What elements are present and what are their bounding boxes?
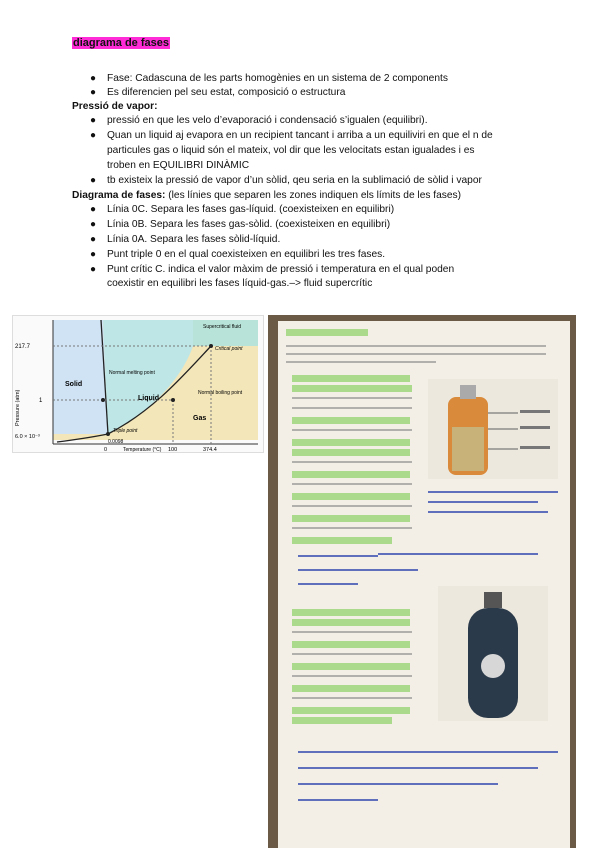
- melting-point-dot: [101, 398, 105, 402]
- bullet-text: particules gas o liquid són el mateix, vol dir que les velocitats estan igualades i es: [107, 145, 475, 156]
- pen-note: [298, 799, 378, 801]
- critical-point-dot: [209, 344, 213, 348]
- highlight-mark: [292, 619, 410, 626]
- document-title: diagrama de fases: [73, 37, 169, 49]
- highlight-mark: [292, 417, 410, 424]
- boiling-point-dot: [171, 398, 175, 402]
- text-line: [292, 631, 412, 633]
- highlight-mark: [292, 641, 410, 648]
- bullet-text: Punt triple 0 en el qual coexisteixen en equilibri les tres fases.: [107, 249, 386, 260]
- bullet-icon: ●: [90, 73, 97, 84]
- bullet-text: Línia 0A. Separa les fases sòlid-líquid.: [107, 234, 281, 245]
- highlight-mark: [292, 439, 410, 446]
- text-line: [292, 483, 412, 485]
- bullet-text: Quan un liquid aj evapora en un recipient tancant i arriba a un equiliviri en que el n de: [107, 130, 493, 141]
- highlight-mark: [292, 663, 410, 670]
- section-heading: Diagrama de fases:: [72, 190, 166, 201]
- liquid-label: Liquid: [138, 395, 159, 402]
- text-line: [292, 527, 412, 529]
- bullet-icon: ●: [90, 130, 97, 141]
- pen-note: [428, 501, 538, 503]
- butane-bottle-image: [428, 379, 558, 479]
- phase-diagram-svg: [13, 316, 263, 452]
- bullet-text: troben en EQUILIBRI DINÀMIC: [107, 160, 250, 171]
- bullet-text: Punt crític C. indica el valor màxim de pressió i temperatura en el qual poden: [107, 264, 455, 275]
- x-axis-label: Temperature (°C): [123, 447, 162, 452]
- ytick-triple: 6.0 × 10⁻³: [15, 434, 40, 440]
- text-line: [286, 361, 436, 363]
- highlight-mark: [292, 471, 410, 478]
- pen-note: [298, 783, 498, 785]
- y-axis-label: Pressure (atm): [15, 389, 21, 426]
- highlight-mark: [286, 329, 368, 336]
- bullet-text: Línia 0C. Separa les fases gas-líquid. (coexisteixen en equilibri): [107, 204, 395, 215]
- gas-cylinder-image: [438, 586, 548, 721]
- section-heading-line: [72, 189, 461, 202]
- critical-point-label: Critical point: [215, 346, 243, 352]
- section-heading-note: (les línies que separen les zones indiquen els límits de les fases): [165, 190, 462, 201]
- highlight-mark: [292, 449, 410, 456]
- pen-note: [298, 583, 358, 585]
- text-line: [292, 397, 412, 399]
- bullet-icon: ●: [90, 115, 97, 126]
- text-line: [292, 675, 412, 677]
- melting-point-label: Normal melting point: [109, 370, 155, 376]
- xtick-100: 100: [168, 447, 178, 452]
- bullet-icon: ●: [90, 87, 97, 98]
- text-line: [292, 697, 412, 699]
- pen-note: [428, 491, 558, 493]
- highlight-mark: [292, 493, 410, 500]
- highlight-mark: [292, 707, 410, 714]
- solid-label: Solid: [65, 381, 83, 388]
- pen-note: [298, 751, 558, 753]
- highlight-mark: [292, 717, 392, 724]
- bullet-icon: ●: [90, 175, 97, 186]
- highlight-mark: [292, 537, 392, 544]
- bullet-text: pressió en que les velo d’evaporació i condensació s’igualen (equilibri).: [107, 115, 428, 126]
- bullet-text: tb existeix la pressió de vapor d’un sòlid, qeu seria en la sublimació de sòlid i vapor: [107, 175, 482, 186]
- text-line: [292, 461, 412, 463]
- text-line: [292, 407, 412, 409]
- solid-region: [53, 320, 108, 434]
- xtick-374: 374.4: [203, 447, 217, 452]
- highlight-mark: [292, 515, 410, 522]
- text-line: [292, 429, 412, 431]
- bullet-icon: ●: [90, 249, 97, 260]
- text-line: [292, 653, 412, 655]
- text-line: [286, 353, 546, 355]
- section-heading: Pressió de vapor:: [72, 101, 158, 112]
- highlight-mark: [292, 685, 410, 692]
- ytick-one: 1: [39, 398, 43, 404]
- gas-label: Gas: [193, 415, 207, 422]
- pen-note: [298, 555, 378, 557]
- bullet-text: Es diferencien pel seu estat, composició o estructura: [107, 87, 346, 98]
- highlight-mark: [292, 385, 412, 392]
- highlight-mark: [292, 375, 410, 382]
- text-line: [292, 505, 412, 507]
- pen-note: [378, 553, 538, 555]
- notes-sheet: [278, 321, 570, 848]
- triple-point-label: Triple point: [113, 428, 138, 434]
- bullet-text: coexistir en equilibri les fases líquid-gas.–> fluid supercrític: [107, 278, 373, 289]
- highlight-mark: [292, 609, 410, 616]
- xtick-triple: 0.0098: [108, 439, 124, 445]
- phase-diagram-figure: [12, 315, 264, 453]
- pen-note: [428, 511, 548, 513]
- pen-note: [298, 767, 538, 769]
- bullet-text: Línia 0B. Separa les fases gas-sòlid. (coexisteixen en equilibri): [107, 219, 391, 230]
- triple-point-dot: [106, 432, 110, 436]
- boiling-point-label: Normal boiling point: [198, 390, 243, 396]
- pen-note: [298, 569, 418, 571]
- text-line: [286, 345, 546, 347]
- xtick-zero: 0: [104, 447, 108, 452]
- ytick-critical: 217.7: [15, 344, 31, 350]
- bullet-icon: ●: [90, 204, 97, 215]
- bullet-icon: ●: [90, 234, 97, 245]
- bullet-icon: ●: [90, 219, 97, 230]
- bullet-icon: ●: [90, 264, 97, 275]
- notes-photo: [268, 315, 576, 848]
- bullet-text: Fase: Cadascuna de les parts homogènies en un sistema de 2 components: [107, 73, 448, 84]
- supercritical-label: Supercritical fluid: [203, 324, 242, 330]
